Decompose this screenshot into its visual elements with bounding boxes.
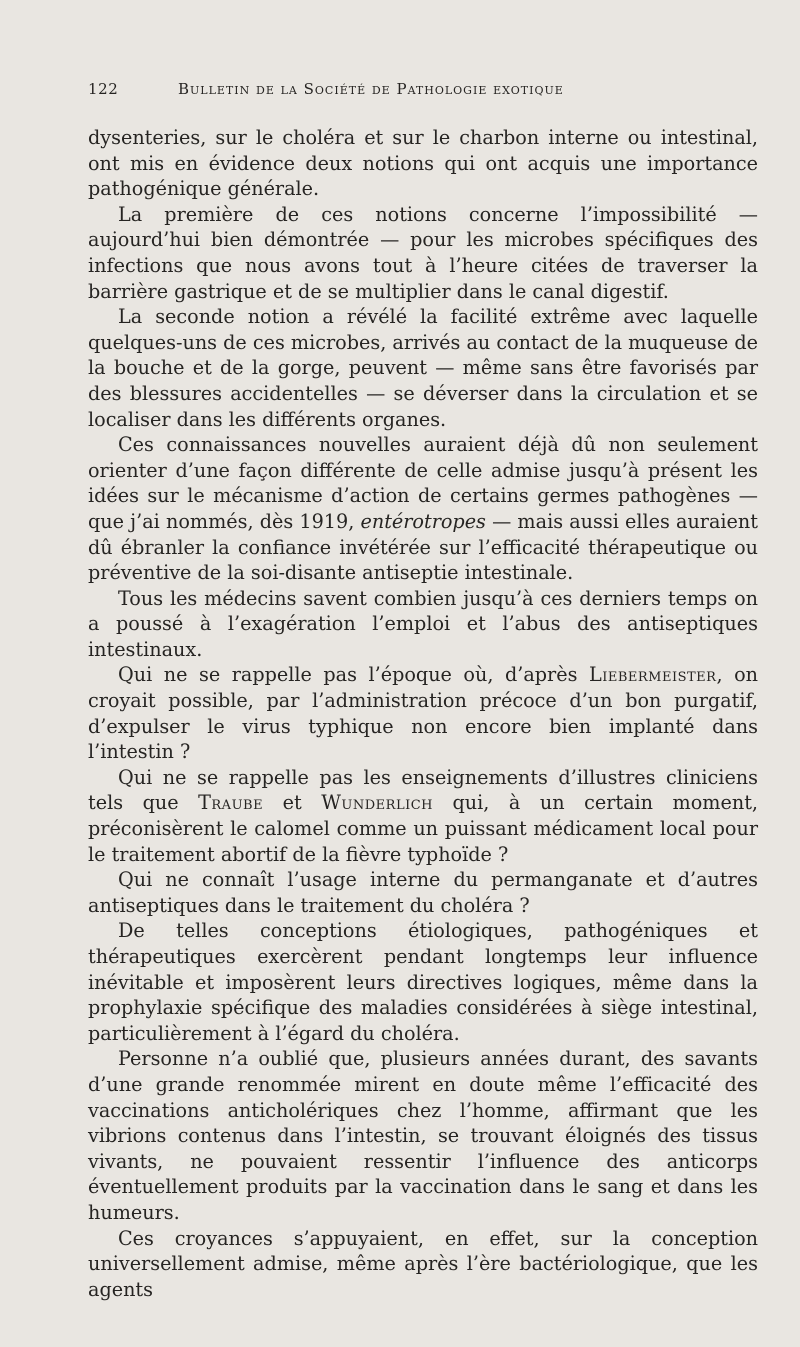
paragraph-7-text-b: et <box>263 791 322 815</box>
author-name-liebermeister: Liebermeister <box>588 663 717 687</box>
journal-title: Bulletin de la Société de Pathologie exotique <box>178 80 564 98</box>
paragraph-5: Tous les médecins savent combien jusqu’à ces derniers temps on a poussé à l’exagération l’emploi et l’abus des antiseptiques intestinaux. <box>88 586 758 661</box>
author-name-wunderlich: Wunderlich <box>321 791 433 815</box>
paragraph-6-text-b: , on croyait possible, par l’administration précoce d’un bon purgatif, d’expulser le virus typhique non encore bien implanté dans l’intestin ? <box>88 663 759 764</box>
paragraph-7 <box>88 765 758 867</box>
paragraph-7-text-c: qui, à un certain moment, préconisèrent le calomel comme un puissant médicament local pour le traitement abortif de la fièvre typhoïde ? <box>88 791 758 866</box>
paragraph-1: dysenteries, sur le choléra et sur le charbon interne ou intestinal, ont mis en évidence deux notions qui ont acquis une importance pathogénique générale. <box>88 126 758 201</box>
paragraph-8: Qui ne connaît l’usage interne du permanganate et d’autres antiseptiques dans le traitement du choléra ? <box>88 868 758 917</box>
italic-term-enterotropes: entérotropes <box>360 509 486 533</box>
paragraph-11: Ces croyances s’appuyaient, en effet, sur la conception universellement admise, même après l’ère bactériologique, que les agents <box>88 1226 758 1301</box>
paragraph-3: La seconde notion a révélé la facilité extrême avec laquelle quelques-uns de ces microbes, arrivés au contact de la muqueuse de la bouche et de la gorge, peuvent — même sans être favorisés par des blessures accidentelles — se déverser dans la circulation et se localiser dans les différents organes. <box>88 305 758 431</box>
paragraph-4 <box>88 432 758 586</box>
author-name-traube: Traube <box>198 791 264 815</box>
paragraph-6 <box>88 662 758 764</box>
body-text <box>88 125 758 1302</box>
paragraph-4-text-a: Ces connaissances nouvelles auraient déjà dû non seulement orienter d’une façon différente de celle admise jusqu’à présent les idées sur le mécanisme d’action de certains germes pathogènes — que j’ai nommés, dès 1919, <box>88 433 758 533</box>
running-head <box>88 80 758 102</box>
paragraph-4-text-b: — mais aussi elles auraient dû ébranler la confiance invétérée sur l’efficacité thérapeutique ou préventive de la soi-disante antiseptie intestinale. <box>88 509 758 585</box>
paragraph-10: Personne n’a oublié que, plusieurs années durant, des savants d’une grande renommée mirent en doute même l’efficacité des vaccinations anticholériques chez l’homme, affirmant que les vibrions contenus dans l’intestin, se trouvant éloignés des tissus vivants, ne pouvaient ressentir l’influence des anticorps éventuellement produits par la vaccination dans le sang et dans les humeurs. <box>88 1047 758 1224</box>
paragraph-9: De telles conceptions étiologiques, pathogéniques et thérapeutiques exercèrent pendant longtemps leur influence inévitable et imposèrent leurs directives logiques, même dans la prophylaxie spécifique des maladies considérées à siège intestinal, particulièrement à l’égard du choléra. <box>88 919 758 1045</box>
page-number: 122 <box>88 80 119 98</box>
paragraph-2: La première de ces notions concerne l’impossibilité — aujourd’hui bien démontrée — pour les microbes spécifiques des infections que nous avons tout à l’heure citées de traverser la barrière gastrique et de se multiplier dans le canal digestif. <box>88 202 758 303</box>
paragraph-6-text-a: Qui ne se rappelle pas l’époque où, d’après <box>118 663 589 687</box>
paragraph-7-text-a: Qui ne se rappelle pas les enseignements d’illustres cliniciens tels que <box>88 765 758 815</box>
